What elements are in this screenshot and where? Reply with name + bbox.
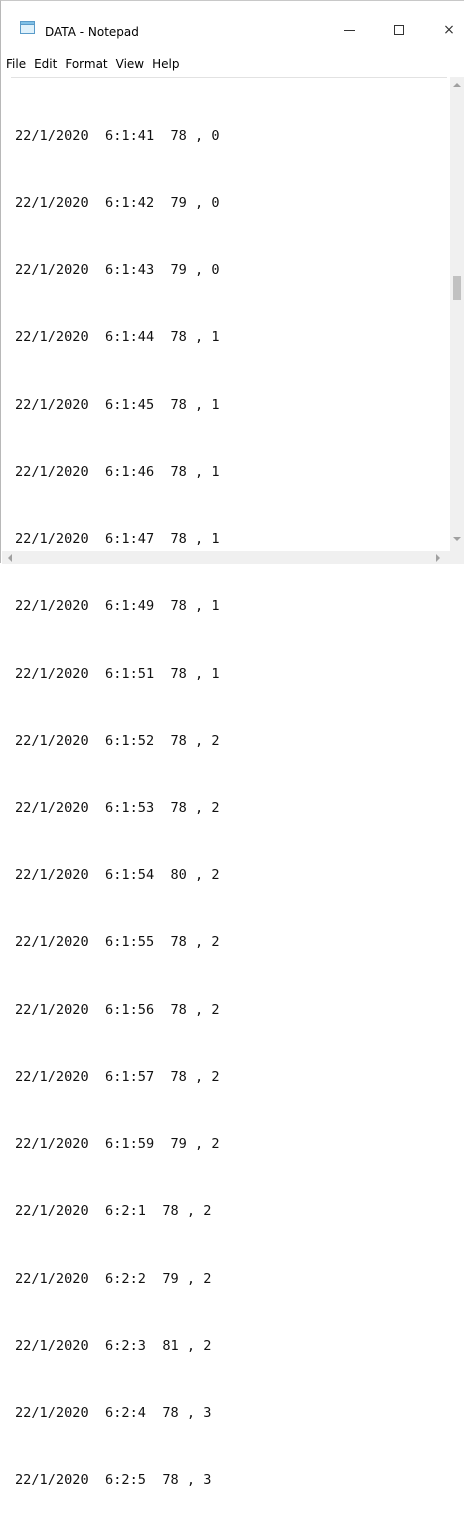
menu-file[interactable]: File bbox=[6, 57, 27, 71]
text-line: 22/1/2020 6:1:57 78 , 2 bbox=[15, 1068, 220, 1085]
minimize-button[interactable] bbox=[329, 19, 369, 41]
text-line: 22/1/2020 6:2:2 79 , 2 bbox=[15, 1270, 212, 1287]
vertical-scroll-thumb[interactable] bbox=[453, 276, 461, 300]
horizontal-scrollbar[interactable] bbox=[2, 551, 450, 564]
text-line: 22/1/2020 6:1:56 78 , 2 bbox=[15, 1001, 220, 1018]
text-line: 22/1/2020 6:1:46 78 , 1 bbox=[15, 463, 220, 480]
text-line: 22/1/2020 6:2:3 81 , 2 bbox=[15, 1337, 212, 1354]
text-line: 22/1/2020 6:1:51 78 , 1 bbox=[15, 665, 220, 682]
text-line: 22/1/2020 6:1:41 78 , 0 bbox=[15, 127, 220, 144]
maximize-button[interactable] bbox=[379, 19, 419, 41]
text-line: 22/1/2020 6:1:42 79 , 0 bbox=[15, 195, 220, 212]
text-line: 22/1/2020 6:1:45 78 , 1 bbox=[15, 396, 220, 413]
text-line: 22/1/2020 6:1:44 78 , 1 bbox=[15, 329, 220, 346]
window-title: DATA - Notepad bbox=[45, 25, 139, 39]
text-line: 22/1/2020 6:1:54 80 , 2 bbox=[15, 867, 220, 884]
scroll-up-icon[interactable] bbox=[453, 83, 461, 87]
text-line: 22/1/2020 6:1:55 78 , 2 bbox=[15, 934, 220, 951]
vertical-scrollbar[interactable] bbox=[450, 77, 464, 551]
text-line: 22/1/2020 6:1:49 78 , 1 bbox=[15, 598, 220, 615]
text-line: 22/1/2020 6:2:1 78 , 2 bbox=[15, 1203, 212, 1220]
document-lines bbox=[15, 80, 220, 1536]
maximize-icon bbox=[394, 25, 404, 35]
text-line: 22/1/2020 6:1:53 78 , 2 bbox=[15, 800, 220, 816]
text-line: 22/1/2020 6:2:5 78 , 3 bbox=[15, 1472, 212, 1489]
menu-format[interactable]: Format bbox=[65, 57, 108, 71]
text-line: 22/1/2020 6:1:59 79 , 2 bbox=[15, 1136, 220, 1153]
menu-help[interactable]: Help bbox=[152, 57, 180, 71]
scroll-down-icon[interactable] bbox=[453, 537, 461, 541]
scroll-right-icon[interactable] bbox=[436, 554, 440, 562]
menu-view[interactable]: View bbox=[115, 57, 145, 71]
minimize-icon bbox=[344, 30, 355, 31]
text-editor[interactable] bbox=[11, 77, 447, 1489]
text-line: 22/1/2020 6:1:47 78 , 1 bbox=[15, 531, 220, 548]
menu-edit[interactable]: Edit bbox=[34, 57, 58, 71]
text-line: 22/1/2020 6:1:52 78 , 2 bbox=[15, 732, 220, 749]
menu-bar bbox=[1, 55, 183, 73]
close-button[interactable] bbox=[429, 19, 469, 41]
scroll-left-icon[interactable] bbox=[8, 554, 12, 562]
scrollbar-corner bbox=[450, 551, 464, 564]
notepad-icon bbox=[20, 21, 35, 34]
text-line: 22/1/2020 6:2:4 78 , 3 bbox=[15, 1404, 212, 1421]
close-icon: × bbox=[443, 22, 455, 38]
title-bar[interactable] bbox=[1, 1, 464, 41]
text-line: 22/1/2020 6:1:43 79 , 0 bbox=[15, 262, 220, 279]
